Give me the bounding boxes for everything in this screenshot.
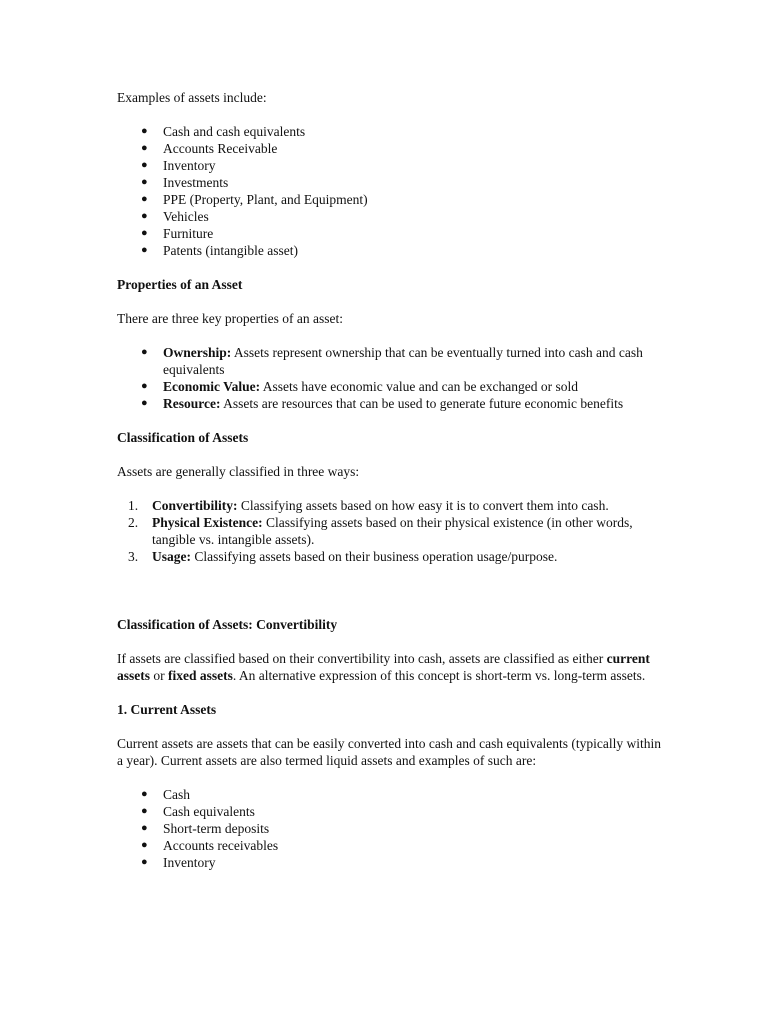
current-assets-list	[117, 786, 662, 871]
list-item: ● PPE (Property, Plant, and Equipment)	[141, 192, 368, 207]
item-number: 1.	[128, 498, 139, 513]
classification-list	[117, 497, 662, 565]
list-item: ● Inventory	[141, 158, 216, 173]
bullet-icon: ●	[141, 839, 148, 851]
list-item: ● Furniture	[141, 226, 214, 241]
list-item: ● Accounts Receivable	[141, 141, 278, 156]
properties-heading: Properties of an Asset	[117, 277, 243, 292]
bullet-icon: ●	[141, 176, 148, 188]
list-item: ● Cash	[141, 787, 190, 802]
current-assets-heading: 1. Current Assets	[117, 702, 217, 717]
list-item: ● Economic Value: Assets have economic value and can be exchanged or sold	[141, 379, 579, 394]
properties-list	[117, 344, 662, 412]
list-item: ● Cash equivalents	[141, 804, 255, 819]
list-item: ● Short-term deposits	[141, 821, 270, 836]
bullet-icon: ●	[141, 805, 148, 817]
classification-heading: Classification of Assets	[117, 430, 249, 445]
bullet-icon: ●	[141, 346, 148, 358]
bullet-icon: ●	[141, 125, 148, 137]
list-item: 1. Convertibility: Classifying assets based on how easy it is to convert them into cash.	[128, 498, 609, 513]
list-item: ● Ownership: Assets represent ownership that can be eventually turned into cash and cash equivalents	[141, 345, 643, 377]
bullet-icon: ●	[141, 210, 148, 222]
asset-examples-list	[117, 123, 662, 259]
bullet-icon: ●	[141, 193, 148, 205]
list-item: 2. Physical Existence: Classifying assets based on their physical existence (in other words, tangible vs. intangible assets).	[128, 515, 633, 547]
property-term: Economic Value:	[163, 379, 261, 394]
bullet-icon: ●	[141, 142, 148, 154]
convertibility-heading: Classification of Assets: Convertibility	[117, 617, 338, 632]
item-number: 3.	[128, 549, 139, 564]
bullet-icon: ●	[141, 159, 148, 171]
current-assets-term: current assets	[117, 651, 650, 683]
list-item: ● Investments	[141, 175, 229, 190]
list-item: ● Accounts receivables	[141, 838, 279, 853]
list-item: ● Inventory	[141, 855, 216, 870]
bullet-icon: ●	[141, 822, 148, 834]
fixed-assets-term: fixed assets	[168, 668, 233, 683]
bullet-icon: ●	[141, 244, 148, 256]
bullet-icon: ●	[141, 788, 148, 800]
item-number: 2.	[128, 515, 139, 530]
current-assets-paragraph: Current assets are assets that can be easily converted into cash and cash equivalents (typically within a year). Current assets are also termed liquid assets and examples of such are:	[117, 736, 661, 768]
classification-term: Usage:	[152, 549, 191, 564]
bullet-icon: ●	[141, 380, 148, 392]
property-term: Resource:	[163, 396, 221, 411]
property-term: Ownership:	[163, 345, 232, 360]
bullet-icon: ●	[141, 397, 148, 409]
bullet-icon: ●	[141, 227, 148, 239]
classification-term: Physical Existence:	[152, 515, 263, 530]
list-item: ● Patents (intangible asset)	[141, 243, 298, 258]
blank-space	[117, 582, 662, 616]
list-item: 3. Usage: Classifying assets based on their business operation usage/purpose.	[128, 549, 558, 564]
bullet-icon: ●	[141, 856, 148, 868]
convertibility-paragraph: If assets are classified based on their convertibility into cash, assets are classified as either current assets or fixed assets. An alternative expression of this concept is short-term vs. long-term assets.	[117, 651, 650, 683]
list-item: ● Cash and cash equivalents	[141, 124, 306, 139]
classification-term: Convertibility:	[152, 498, 238, 513]
list-item: ● Resource: Assets are resources that can be used to generate future economic benefits	[141, 396, 624, 411]
list-item: ● Vehicles	[141, 209, 209, 224]
properties-intro: There are three key properties of an asset:	[117, 311, 344, 326]
intro-text: Examples of assets include:	[117, 90, 267, 105]
classification-intro: Assets are generally classified in three ways:	[117, 464, 360, 479]
document-page	[117, 89, 662, 888]
